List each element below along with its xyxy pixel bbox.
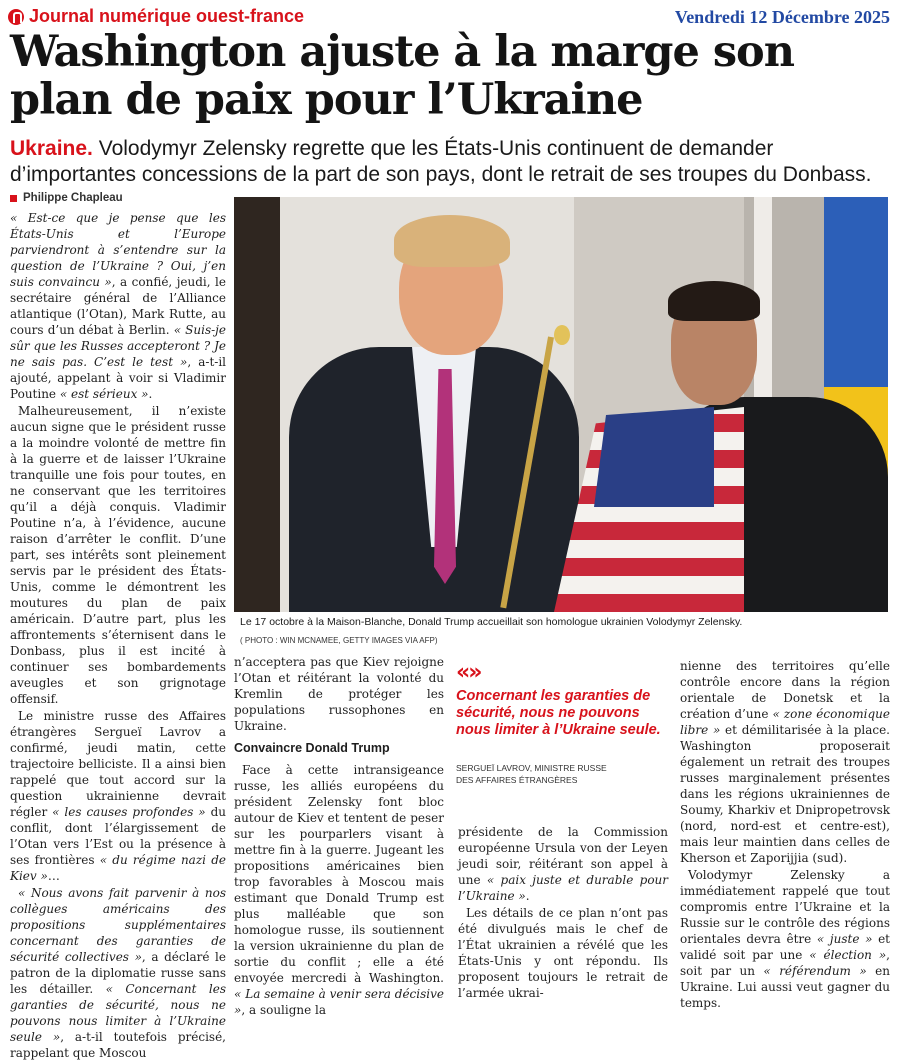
paragraph: Volodymyr Zelensky a immédiatement rappelé que tout compromis entre l’Ukraine et la Russie sur le contrôle des régions orientales devra être « juste » et validé soit par une « élection », soit par un « référendum » en Ukraine. Lui aussi veut gagner du temps. xyxy=(680,868,890,1010)
paragraph: présidente de la Commission européenne Ursula von der Leyen jeudi soir, réitérant son appel à une « paix juste et durable pour l’Ukraine ». xyxy=(458,825,669,903)
pull-quote: Concernant les garanties de sécurité, nous ne pouvons nous limiter à l’Ukraine seule. xyxy=(456,688,661,738)
column-3 xyxy=(458,824,668,1001)
paragraph: Malheureusement, il n’existe aucun signe que le président russe a la moindre volonté de mettre fin à la guerre et de laisser l’Ukraine tranquille une fois pour toutes, en ne conservant que les territoires qu’il a déjà conquis. Vladimir Poutine n’a, à l’évidence, aucune raison d’arrêter le conflit. D’une part, ses intérêts sont pleinement servis par le président des États-Unis, comme le démontrent les moutures du plan de paix américain. D’autre part, plus les affrontements s’éternisent dans le Donbass, plus il est incité à continuer ses bombardements aveugles et son grignotage offensif. xyxy=(10,404,226,706)
subheading: Convaincre Donald Trump xyxy=(234,741,390,755)
paragraph: n’acceptera pas que Kiev rejoigne l’Otan et réitérant la volonté du Kremlin de protéger les populations russophones en Ukraine. xyxy=(234,655,444,733)
brand-name: Journal numérique ouest-france xyxy=(29,6,305,26)
brand-logo[interactable] xyxy=(8,6,304,27)
paragraph: nienne des territoires qu’elle contrôle encore dans la région orientale de Donetsk et la création d’une « zone économique libre » et démilitarisée à la place. Washington proposerait également un retrait des troupes russes marginalement présentes dans les régions ukrainiennes de Soumy, Kharkiv et Dnipropetrovsk (nord, nord-est et centre-est), mais leur maintien dans celles de Kherson et Zaporijjia (sud). xyxy=(680,659,890,865)
author-name[interactable]: Philippe Chapleau xyxy=(23,192,123,204)
column-2 xyxy=(234,654,444,1018)
paragraph: Le ministre russe des Affaires étrangères Sergueï Lavrov a confirmé, jeudi matin, cette trajectoire belliciste. Il a ainsi bien rappelé que tout accord sur la question ukrainienne devrait régler « les causes profondes » du conflit, dont l’élargissement de l’Otan vers l’Est ou la présence à ses frontières « du régime nazi de Kiev »… xyxy=(10,709,226,883)
column-4 xyxy=(680,658,890,1011)
kicker-label: Ukraine. xyxy=(10,137,93,160)
issue-date: Vendredi 12 Décembre 2025 xyxy=(674,7,890,27)
paragraph: Face à cette intransigeance russe, les alliés européens du président Zelensky font bloc autour de Kiev et tentent de peser sur les pourparlers visant à mettre fin à la guerre. Jugeant les propositions américaines bien trop favorables à Moscou mais estimant que Donald Trump est plus malléable que son homologue russe, ils soutiennent la version ukrainienne du plan de sortie du conflit ; elle a été envoyée mercredi à Washington. « La semaine à venir sera décisive », a souligne la xyxy=(234,763,444,1017)
ukrainian-flag-blue xyxy=(824,197,888,387)
article-deck xyxy=(10,136,890,188)
deck-text: Volodymyr Zelensky regrette que les États-Unis continuent de demander d’importantes concessions de la part de son pays, dont le retrait de ses troupes du Donbass. xyxy=(10,137,872,186)
pull-quote-attribution: SERGUEÏ LAVROV, MINISTRE RUSSE DES AFFAIRES ÉTRANGÈRES xyxy=(456,763,607,785)
paragraph: Les détails de ce plan n’ont pas été divulgués mais le chef de l’État ukrainien a révélé que les États-Unis y ont répondu. Ils proposent toujours le retrait de l’armée ukrai- xyxy=(458,906,668,1000)
byline xyxy=(10,192,123,204)
paragraph: « Nous avons fait parvenir à nos collègues américains des propositions supplémentaires concernant des garanties de sécurité collectives », a déclaré le patron de la diplomatie russe sans les détailler. « Concernant les garanties de sécurité, nous ne pouvons nous limiter à l’Ukraine seule », a-t-il toutefois précisé, rappelant que Moscou xyxy=(10,886,226,1060)
column-1 xyxy=(10,210,226,1061)
ouest-france-logo-icon xyxy=(8,9,24,25)
photo-caption: Le 17 octobre à la Maison-Blanche, Donald Trump accueillait son homologue ukrainien Volodymyr Zelensky. xyxy=(240,616,743,628)
byline-square-icon xyxy=(10,195,17,202)
article-photo[interactable] xyxy=(234,197,888,612)
quote-marks-icon: «» xyxy=(456,660,481,685)
article-headline: Washington ajuste à la marge son plan de paix pour l’Ukraine xyxy=(10,27,794,125)
paragraph: « Est-ce que je pense que les États-Unis et l’Europe parviendront à s’entendre sur la question de l’Ukraine ? Oui, j’en suis convaincu », a confié, jeudi, le secrétaire général de l’Alliance atlantique (l’Otan), Mark Rutte, au cours d’un débat à Berlin. « Suis-je sûr que les Russes accepteront ? Je ne sais pas. C’est le test », a-t-il ajouté, appelant à voir si Vladimir Poutine « est sérieux ». xyxy=(10,211,226,401)
photo-credit: ( PHOTO : WIN MCNAMEE, GETTY IMAGES VIA AFP) xyxy=(240,636,438,645)
